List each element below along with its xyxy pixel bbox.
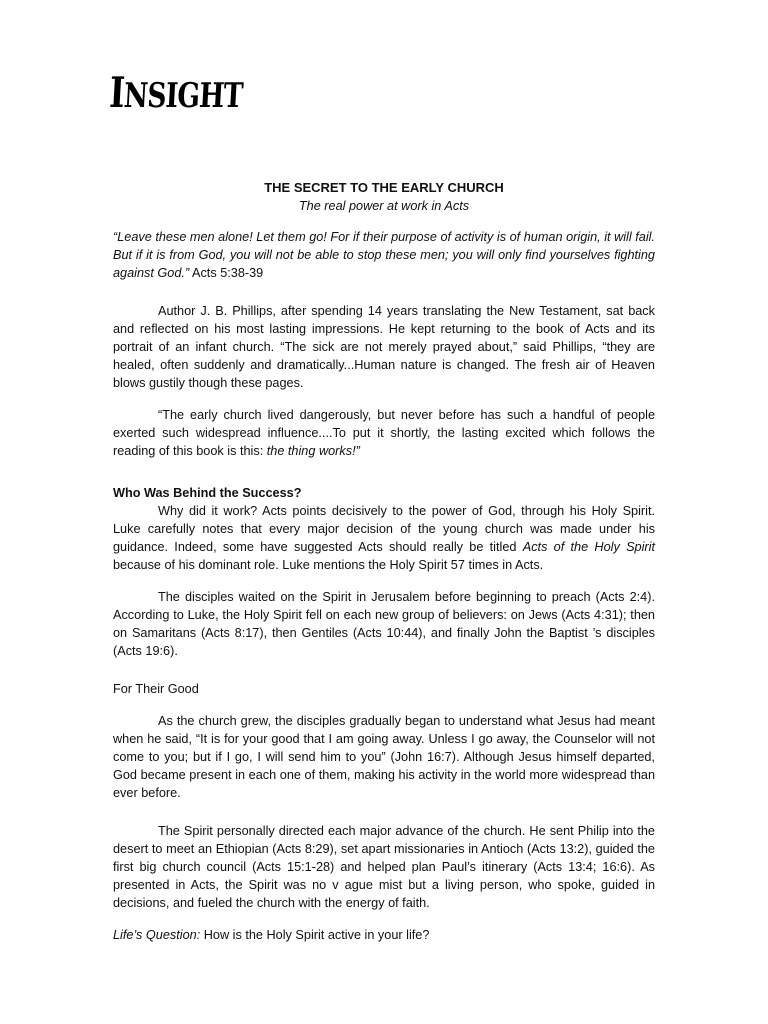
quote-text: “Leave these men alone! Let them go! For if their purpose of activity is of human origin, it will fail. But if it is from God, you will not be able to stop these men; you will only find yourselves fighting against God.”: [113, 230, 655, 280]
question-label: Life’s Question:: [113, 928, 201, 942]
lifes-question: [113, 926, 655, 944]
article-body: [113, 179, 655, 944]
question-text: How is the Holy Spirit active in your life?: [200, 928, 430, 942]
paragraph-phillips: Author J. B. Phillips, after spending 14 years translating the New Testament, sat back and reflected on his most lasting impressions. He kept returning to the book of Acts and its portrait of an infant church. “The sick are not merely prayed about,” said Phillips, “they are healed, often suddenly and dramatically...Human nature is changed. The fresh air of Heaven blows gustily though these pages.: [113, 304, 655, 390]
article-title: THE SECRET TO THE EARLY CHURCH: [264, 180, 504, 195]
paragraph-early-church: “The early church lived dangerously, but never before has such a handful of people exerted such widespread influence....To put it shortly, the lasting excited which follows the reading of this book is this: the thing works!”: [113, 408, 655, 458]
quote-reference: Acts 5:38-39: [189, 266, 264, 280]
paragraph-spirit-directed: The Spirit personally directed each major advance of the church. He sent Philip into the desert to meet an Ethiopian (Acts 8:29), set apart missionaries in Antioch (Acts 13:2), guided the first big church council (Acts 15:1-28) and helped plan Paul’s itinerary (Acts 13:4; 16:6). As presented in Acts, the Spirit was no v ague mist but a living person, who spoke, guided in decisions, and fueled the church with the energy of faith.: [113, 824, 655, 910]
paragraph-disciples-waited: The disciples waited on the Spirit in Jerusalem before beginning to preach (Acts 2:4). According to Luke, the Holy Spirit fell on each new group of believers: on Jews (Acts 4:31); then on Samaritans (Acts 8:17), then Gentiles (Acts 10:44), and finally John the Baptist ’s disciples (Acts 19:6).: [113, 590, 655, 658]
insight-logo: INSIGHT: [108, 68, 244, 117]
paragraph-why-it-worked: Why did it work? Acts points decisively to the power of God, through his Holy Spirit. Luke carefully notes that every major decision of the young church was made under his guidance. Indeed, some have suggested Acts should really be titled Acts of the Holy Spirit because of his dominant role. Luke mentions the Holy Spirit 57 times in Acts.: [113, 504, 655, 572]
section-heading-good: For Their Good: [113, 682, 199, 696]
article-subtitle: The real power at work in Acts: [298, 199, 470, 213]
scripture-quote: [113, 228, 655, 282]
section-heading-success: Who Was Behind the Success?: [113, 486, 302, 500]
paragraph-church-grew: As the church grew, the disciples gradually began to understand what Jesus had meant when he said, “It is for your good that I am going away. Unless I go away, the Counselor will not come to you; but if I go, I will send him to you” (John 16:7). Although Jesus himself departed, God became present in each one of them, making his activity in the world more widespread than ever before.: [113, 714, 655, 800]
